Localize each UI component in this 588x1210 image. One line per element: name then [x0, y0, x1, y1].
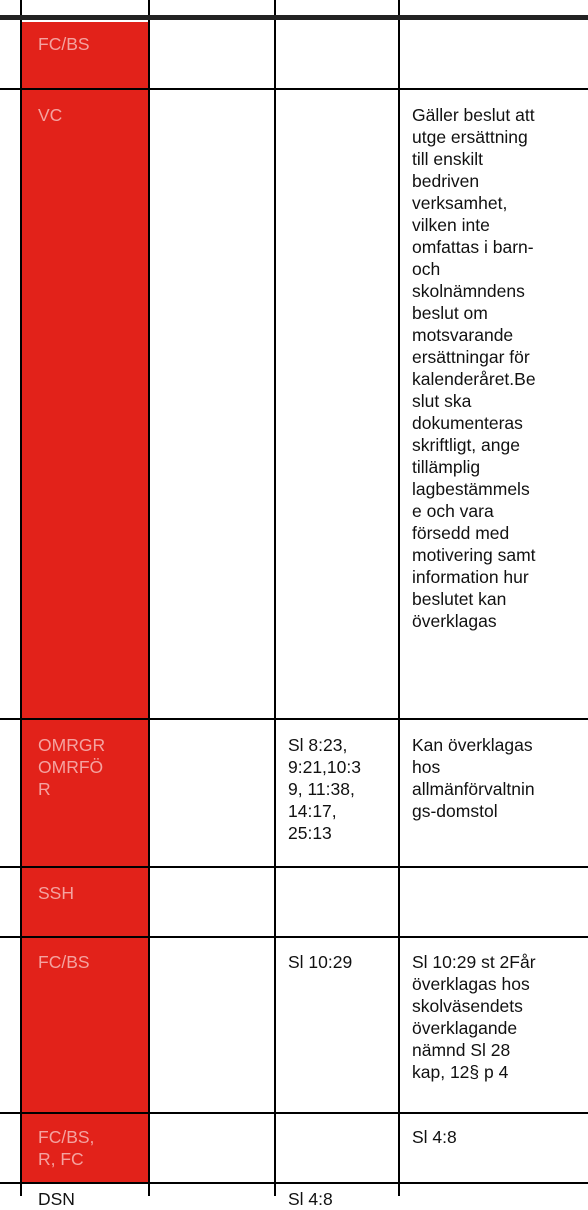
row-code: SSH [38, 883, 74, 903]
row-comment: Sl 10:29 st 2Får överklagas hos skolväsendets överklagande nämnd Sl 28 kap, 12§ p 4 [412, 952, 536, 1082]
code-cell-bg [22, 22, 148, 88]
row-divider [0, 718, 588, 720]
grid-line [20, 0, 22, 1196]
grid-line [398, 0, 400, 1196]
row-comment: Kan överklagas hos allmänförvaltnin gs-domstol [412, 735, 535, 821]
row-law-ref: Sl 8:23, 9:21,10:3 9, 11:38, 14:17, 25:13 [288, 735, 361, 843]
grid-line [148, 0, 150, 1196]
row-code: VC [38, 105, 63, 125]
row-law-ref: Sl 10:29 [288, 952, 353, 972]
row-code: FC/BS [38, 952, 90, 972]
grid-line [274, 0, 276, 1196]
row-code: FC/BS, R, FC [38, 1127, 95, 1169]
row-code: DSN [38, 1189, 75, 1209]
row-divider [0, 88, 588, 90]
row-divider [0, 1112, 588, 1114]
row-divider [0, 936, 588, 938]
row-code: FC/BS [38, 34, 90, 54]
row-law-ref: Sl 4:8 [288, 1189, 333, 1209]
row-divider [0, 1182, 588, 1184]
header-divider [0, 15, 588, 20]
row-divider [0, 866, 588, 868]
row-comment: Sl 4:8 [412, 1127, 457, 1147]
code-cell-bg [22, 90, 148, 718]
row-code: OMRGR OMRFÖ R [38, 735, 106, 799]
row-comment: Gäller beslut att utge ersättning till enskilt bedriven verksamhet, vilken inte omfattas i barn- och skolnämndens beslut om motsvarande ersättningar för kalenderåret.Be slut ska dokumenteras skriftligt, ange tillämplig lagbestämmels e och vara försedd med motivering samt information hur beslutet kan överklagas [412, 105, 536, 631]
